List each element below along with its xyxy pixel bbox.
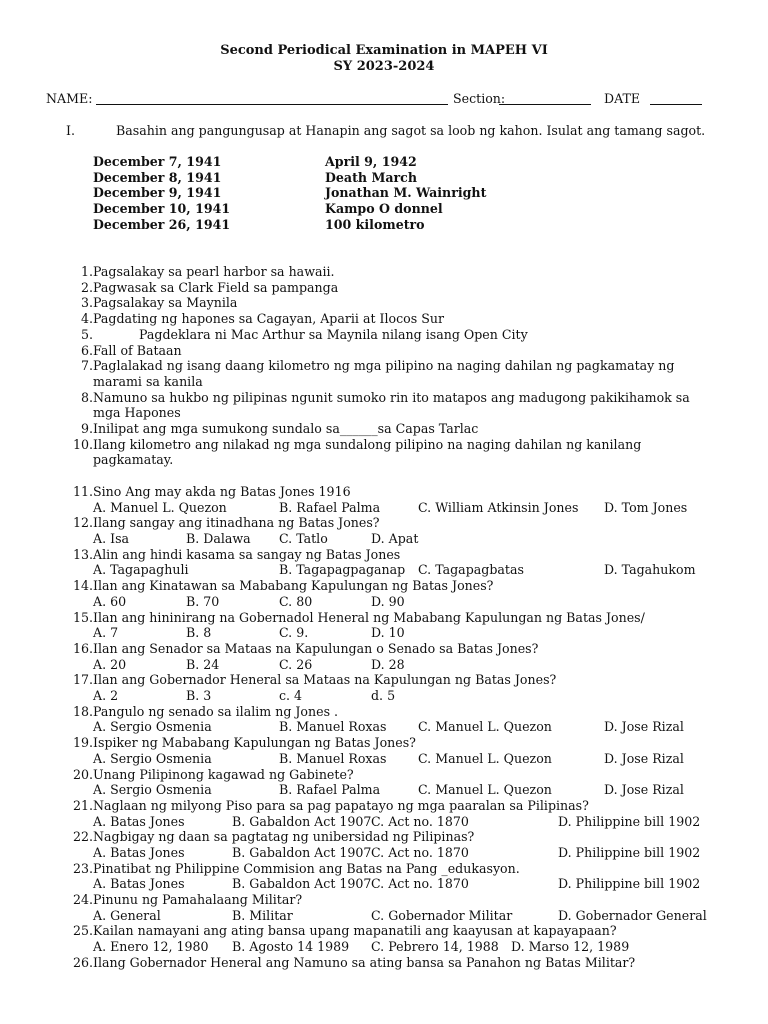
choice-answer: Kampo O donnel <box>325 201 443 217</box>
options-row <box>68 657 718 673</box>
question-text: Nagbigay ng daan sa pagtatag ng unibersidad ng Pilipinas? <box>93 829 475 845</box>
option-choice: C. William Atkinsin Jones <box>418 499 579 515</box>
question-number: 7. <box>80 358 93 374</box>
choice-date: December 26, 1941 <box>93 216 231 232</box>
choice-box <box>93 154 513 232</box>
question-text: Pagdeklara ni Mac Arthur sa Maynila nilang isang Open City <box>139 326 528 342</box>
options-row <box>68 782 718 798</box>
question-number: 1. <box>80 264 93 279</box>
date-label: DATE <box>604 91 641 106</box>
question-item <box>68 861 718 877</box>
option-choice: B. Rafael Palma <box>279 499 381 515</box>
question-number: 2. <box>80 279 93 295</box>
part2-list <box>68 484 718 971</box>
question-text: Pagdating ng hapones sa Cagayan, Aparii at Ilocos Sur <box>93 311 444 327</box>
question-text: Ilang sangay ang itinadhana ng Batas Jones? <box>93 515 380 531</box>
options-row <box>68 562 718 578</box>
school-year: SY 2023-2024 <box>333 59 435 74</box>
choice-date: December 10, 1941 <box>93 201 231 217</box>
option-choice: C. Act no. 1870 <box>371 813 469 829</box>
options-row <box>68 688 718 704</box>
question-text: Kailan namayani ang ating bansa upang mapanatili ang kaayusan at kapayapaan? <box>93 923 617 939</box>
question-item <box>68 295 718 311</box>
option-choice: B. Agosto 14 1989 <box>232 939 350 955</box>
question-item <box>68 390 718 421</box>
question-number: 6. <box>80 342 93 358</box>
question-number: 19. <box>72 735 93 751</box>
choice-answer: April 9, 1942 <box>325 154 417 169</box>
question-item <box>68 358 718 389</box>
question-number: 17. <box>72 672 93 688</box>
question-item <box>68 343 718 359</box>
question-text: Ilan ang hininirang na Gobernadol Heneral ng Mababang Kapulungan ng Batas Jones/ <box>93 609 645 625</box>
question-item <box>68 955 718 971</box>
question-text: Pagsalakay sa pearl harbor sa hawaii. <box>93 264 335 279</box>
option-choice: D. Philippine bill 1902 <box>558 813 701 829</box>
options-row <box>68 531 718 547</box>
question-text: Alin ang hindi kasama sa sangay ng Batas Jones <box>93 546 401 562</box>
section-blank <box>499 104 591 105</box>
question-number: 13. <box>72 546 93 562</box>
option-choice: C. Gobernador Militar <box>371 907 513 923</box>
question-text: Naglaan ng milyong Piso para sa pag papatayo ng mga paaralan sa Pilipinas? <box>93 797 589 813</box>
option-choice: B. Dalawa <box>186 531 251 547</box>
question-text: Pinunu ng Pamahalaang Militar? <box>93 892 303 908</box>
option-choice: B. 3 <box>186 688 212 704</box>
question-item <box>68 327 718 343</box>
options-row <box>68 908 718 924</box>
section-label: Section: <box>453 91 506 106</box>
instruction-text: Basahin ang pangungusap at Hanapin ang sagot sa loob ng kahon. Isulat ang tamang sagot. <box>116 123 706 138</box>
option-choice: B. Manuel Roxas <box>279 719 387 735</box>
options-row <box>68 625 718 641</box>
option-choice: C. Tagapagbatas <box>418 562 524 578</box>
option-choice: A. General <box>93 907 161 923</box>
exam-title: Second Periodical Examination in MAPEH VI <box>220 43 548 58</box>
question-text: Pangulo ng senado sa ilalim ng Jones . <box>93 703 339 719</box>
question-number: 5. <box>80 326 93 342</box>
question-item <box>68 735 718 751</box>
option-choice: A. Batas Jones <box>93 813 185 829</box>
question-item <box>68 264 718 280</box>
question-text: Paglalakad ng isang daang kilometro ng mga pilipino na naging dahilan ng pagkamatay ng marami sa kanila <box>93 358 675 389</box>
question-number: 3. <box>80 295 93 311</box>
question-number: 8. <box>80 389 93 405</box>
option-choice: D. Tagahukom <box>604 562 696 578</box>
question-text: Unang Pilipinong kagawad ng Gabinete? <box>93 766 354 782</box>
options-row <box>68 845 718 861</box>
option-choice: C. Act no. 1870 <box>371 845 469 860</box>
choice-date: December 9, 1941 <box>93 185 222 201</box>
choice-date: December 8, 1941 <box>93 169 222 185</box>
question-item <box>68 704 718 720</box>
option-choice: A. Isa <box>93 531 130 547</box>
option-choice: D. Jose Rizal <box>604 719 684 735</box>
question-text: Sino Ang may akda ng Batas Jones 1916 <box>93 484 351 499</box>
question-text: Pagsalakay sa Maynila <box>93 295 238 311</box>
question-item <box>68 311 718 327</box>
option-choice: D. Gobernador General <box>558 907 707 923</box>
student-info-line <box>46 91 706 109</box>
option-choice: C. Act no. 1870 <box>371 876 469 892</box>
choice-row <box>93 154 513 170</box>
question-item <box>68 767 718 783</box>
option-choice: B. 24 <box>186 656 220 672</box>
question-item <box>68 641 718 657</box>
question-text: Ispiker ng Mababang Kapulungan ng Batas Jones? <box>93 735 416 751</box>
option-choice: C. Manuel L. Quezon <box>418 719 552 735</box>
question-text: Ilan ang Gobernador Heneral sa Mataas na Kapulungan ng Batas Jones? <box>93 672 557 688</box>
option-choice: B. Gabaldon Act 1907 <box>232 876 372 892</box>
options-row <box>68 814 718 830</box>
option-choice: B. Manuel Roxas <box>279 750 387 766</box>
question-number: 9. <box>80 421 93 437</box>
question-item <box>68 923 718 939</box>
question-number: 10. <box>72 436 93 452</box>
question-item <box>68 280 718 296</box>
name-label: NAME: <box>46 91 93 106</box>
option-choice: B. Gabaldon Act 1907 <box>232 813 372 829</box>
option-choice: C. Pebrero 14, 1988 <box>371 939 499 955</box>
question-text: Fall of Bataan <box>93 342 182 358</box>
option-choice: D. 90 <box>371 593 405 609</box>
option-choice: D. Jose Rizal <box>604 750 684 766</box>
choice-row <box>93 170 513 186</box>
option-choice: A. Sergio Osmenia <box>93 719 212 735</box>
option-choice: A. 2 <box>93 688 119 704</box>
question-text: Ilan ang Kinatawan sa Mababang Kapulungan ng Batas Jones? <box>93 578 494 594</box>
option-choice: D. 28 <box>371 656 405 672</box>
option-choice: A. Sergio Osmenia <box>93 750 212 766</box>
question-item <box>68 829 718 845</box>
option-choice: B. Militar <box>232 907 293 923</box>
part-number: I. <box>66 123 75 138</box>
question-number: 23. <box>72 860 93 876</box>
options-row <box>68 500 718 516</box>
question-text: Ilang Gobernador Heneral ang Namuno sa ating bansa sa Panahon ng Batas Militar? <box>93 954 636 970</box>
question-number: 16. <box>72 640 93 656</box>
option-choice: A. Sergio Osmenia <box>93 782 212 798</box>
question-number: 26. <box>72 954 93 970</box>
question-item <box>68 484 718 500</box>
option-choice: A. 60 <box>93 593 127 609</box>
option-choice: A. Enero 12, 1980 <box>93 939 209 955</box>
choice-row <box>93 217 513 233</box>
question-number: 24. <box>72 892 93 908</box>
option-choice: B. Gabaldon Act 1907 <box>232 845 372 860</box>
question-item <box>68 672 718 688</box>
option-choice: B. 70 <box>186 593 220 609</box>
question-number: 25. <box>72 923 93 939</box>
question-item <box>68 798 718 814</box>
question-number: 4. <box>80 311 93 327</box>
option-choice: B. Rafael Palma <box>279 782 381 798</box>
option-choice: D. Tom Jones <box>604 499 688 515</box>
option-choice: A. Manuel L. Quezon <box>93 499 227 515</box>
options-row <box>68 719 718 735</box>
question-text: Pinatibat ng Philippine Commision ang Batas na Pang _edukasyon. <box>93 860 520 876</box>
options-row <box>68 751 718 767</box>
option-choice: A. Tagapaghuli <box>93 562 189 578</box>
question-text: Namuno sa hukbo ng pilipinas ngunit sumoko rin ito matapos ang madugong pakikihamok sa mga Hapones <box>93 389 690 421</box>
options-row <box>68 594 718 610</box>
choice-answer: Death March <box>325 169 418 185</box>
option-choice: C. 26 <box>279 656 313 672</box>
question-number: 18. <box>72 703 93 719</box>
option-choice: D. Philippine bill 1902 <box>558 845 701 860</box>
choice-row <box>93 201 513 217</box>
choice-answer: 100 kilometro <box>325 216 425 232</box>
name-blank <box>96 104 448 105</box>
option-choice: C. 9. <box>279 625 309 641</box>
choice-answer: Jonathan M. Wainright <box>325 185 487 201</box>
choice-date: December 7, 1941 <box>93 154 222 169</box>
option-choice: A. Batas Jones <box>93 876 185 892</box>
question-number: 14. <box>72 578 93 594</box>
question-item <box>68 515 718 531</box>
question-item <box>68 437 718 468</box>
question-number: 15. <box>72 609 93 625</box>
option-choice: C. Tatlo <box>279 531 328 547</box>
choice-row <box>93 185 513 201</box>
question-number: 22. <box>72 829 93 845</box>
option-choice: C. Manuel L. Quezon <box>418 782 552 798</box>
option-choice: D. 10 <box>371 625 405 641</box>
question-item <box>68 578 718 594</box>
question-item <box>68 547 718 563</box>
options-row <box>68 939 718 955</box>
option-choice: A. Batas Jones <box>93 845 185 860</box>
question-number: 12. <box>72 515 93 531</box>
question-item <box>68 421 718 437</box>
option-choice: B. 8 <box>186 625 212 641</box>
option-choice: C. Manuel L. Quezon <box>418 750 552 766</box>
question-number: 20. <box>72 766 93 782</box>
option-choice: D. Marso 12, 1989 <box>511 939 630 955</box>
question-text: Ilan ang Senador sa Mataas na Kapulungan o Senado sa Batas Jones? <box>93 640 539 656</box>
date-blank <box>650 104 702 105</box>
question-text: Ilang kilometro ang nilakad ng mga sundalong pilipino na naging dahilan ng kanilang pagkamatay. <box>93 436 642 468</box>
part1-list <box>68 264 718 468</box>
option-choice: c. 4 <box>279 688 303 704</box>
question-text: Pagwasak sa Clark Field sa pampanga <box>93 279 339 295</box>
option-choice: D. Jose Rizal <box>604 782 684 798</box>
option-choice: d. 5 <box>371 688 396 704</box>
question-number: 21. <box>72 797 93 813</box>
option-choice: D. Apat <box>371 531 419 547</box>
option-choice: D. Philippine bill 1902 <box>558 876 701 892</box>
options-row <box>68 876 718 892</box>
option-choice: B. Tagapagpaganap <box>279 562 406 578</box>
option-choice: A. 20 <box>93 656 127 672</box>
option-choice: A. 7 <box>93 625 119 641</box>
option-choice: C. 80 <box>279 593 313 609</box>
question-item <box>68 892 718 908</box>
question-text: Inilipat ang mga sumukong sundalo sa______sa Capas Tarlac <box>93 421 479 437</box>
question-number: 11. <box>72 484 93 499</box>
question-item <box>68 610 718 626</box>
